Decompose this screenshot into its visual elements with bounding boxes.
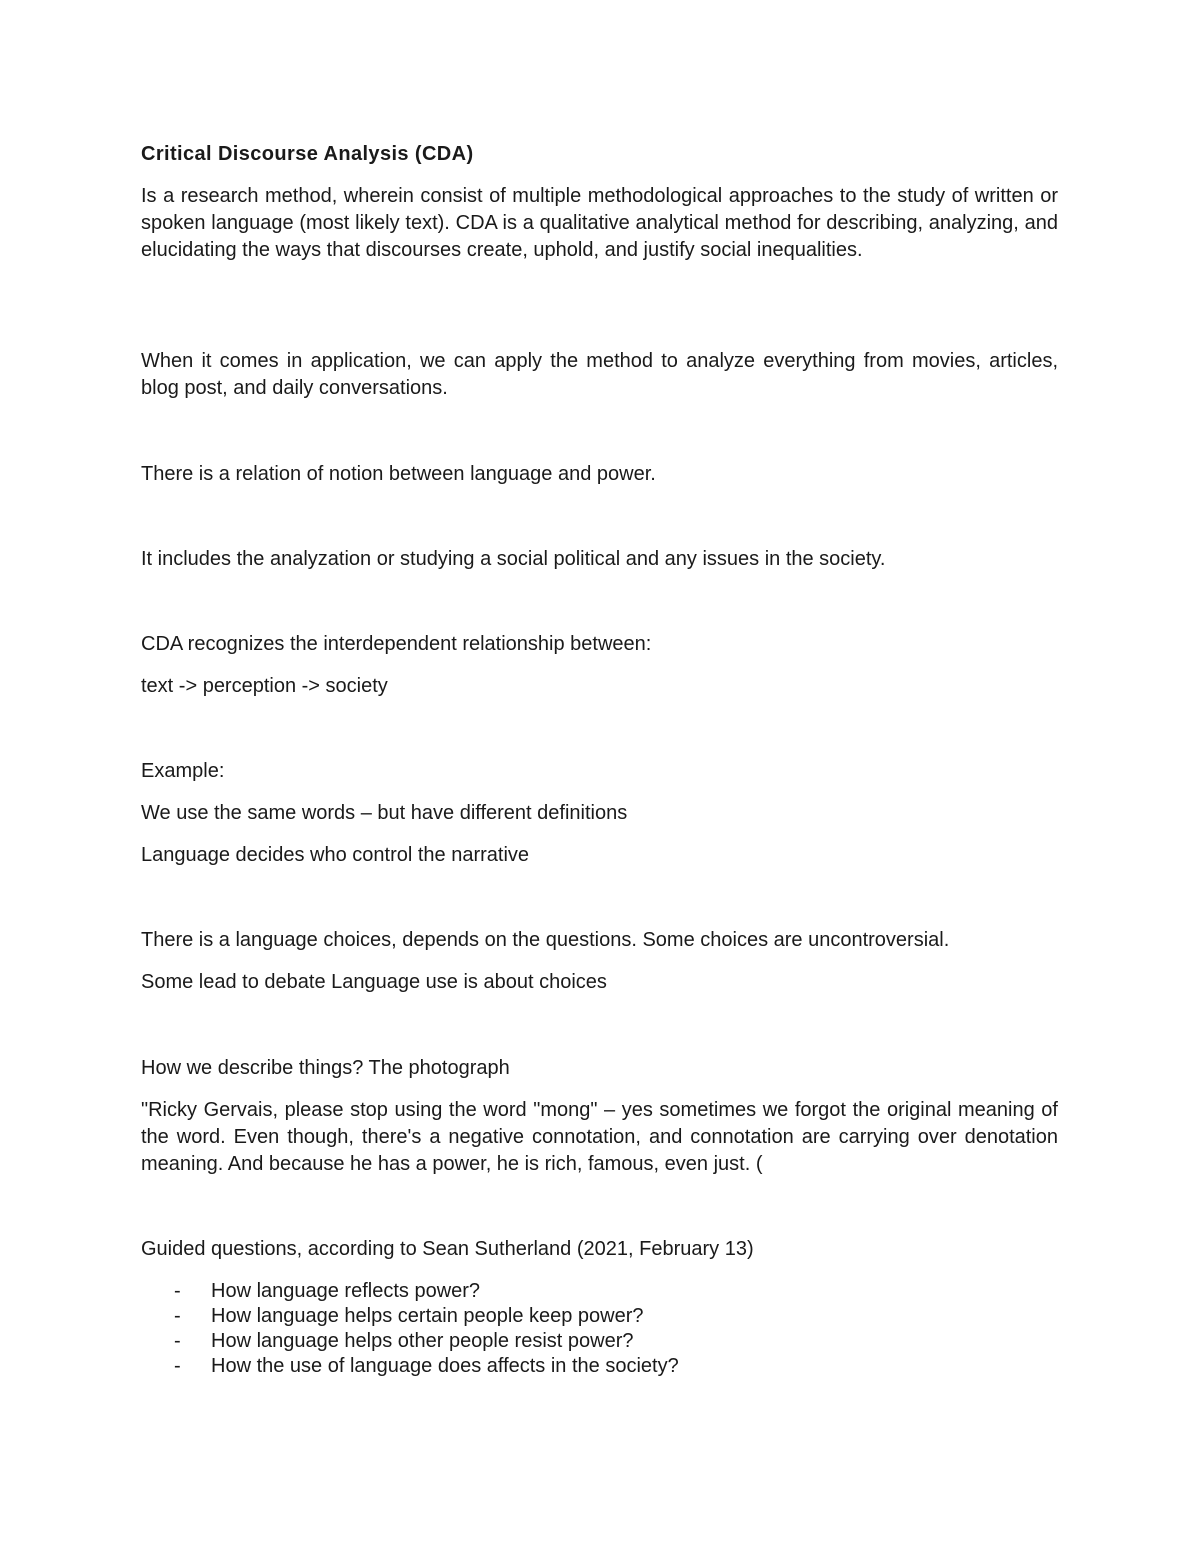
choices-line-2: Some lead to debate Language use is about choices [141,971,607,993]
gervais-paragraph: "Ricky Gervais, please stop using the word "mong" – yes sometimes we forgot the original meaning of the word. Even though, there's a negative connotation, and connotation are carrying over denotation meaning. And because he has a power, he is rich, famous, even just. ( [141,1099,1058,1175]
guided-questions-list [141,1279,1058,1379]
choices-line-1: There is a language choices, depends on the questions. Some choices are uncontroversial. [141,929,950,951]
relation-paragraph: There is a relation of notion between language and power. [141,463,656,485]
recognizes-paragraph: CDA recognizes the interdependent relationship between: [141,633,652,655]
list-item [141,1329,1058,1354]
list-bullet: - [174,1280,181,1302]
example-label: Example: [141,760,225,782]
list-item-text: How the use of language does affects in the society? [211,1355,679,1377]
application-paragraph: When it comes in application, we can apply the method to analyze everything from movies, articles, blog post, and daily conversations. [141,350,1058,399]
list-item-text: How language helps certain people keep power? [211,1305,644,1327]
document-title: Critical Discourse Analysis (CDA) [141,143,474,165]
list-bullet: - [174,1305,181,1327]
list-bullet: - [174,1330,181,1352]
list-item [141,1354,1058,1379]
example-line-1: We use the same words – but have different definitions [141,802,628,824]
list-bullet: - [174,1355,181,1377]
list-item-text: How language reflects power? [211,1280,481,1302]
relationship-chain: text -> perception -> society [141,675,388,697]
example-line-2: Language decides who control the narrative [141,844,530,866]
list-item-text: How language helps other people resist power? [211,1330,634,1352]
list-item [141,1304,1058,1329]
intro-paragraph: Is a research method, wherein consist of multiple methodological approaches to the study of written or spoken language (most likely text). CDA is a qualitative analytical method for describing, analyzing, and elucidating the ways that discourses create, uphold, and justify social inequalities. [141,185,1058,261]
list-item [141,1279,1058,1304]
includes-paragraph: It includes the analyzation or studying a social political and any issues in the society. [141,548,886,570]
guided-questions-heading: Guided questions, according to Sean Sutherland (2021, February 13) [141,1238,754,1260]
describe-paragraph: How we describe things? The photograph [141,1057,510,1079]
